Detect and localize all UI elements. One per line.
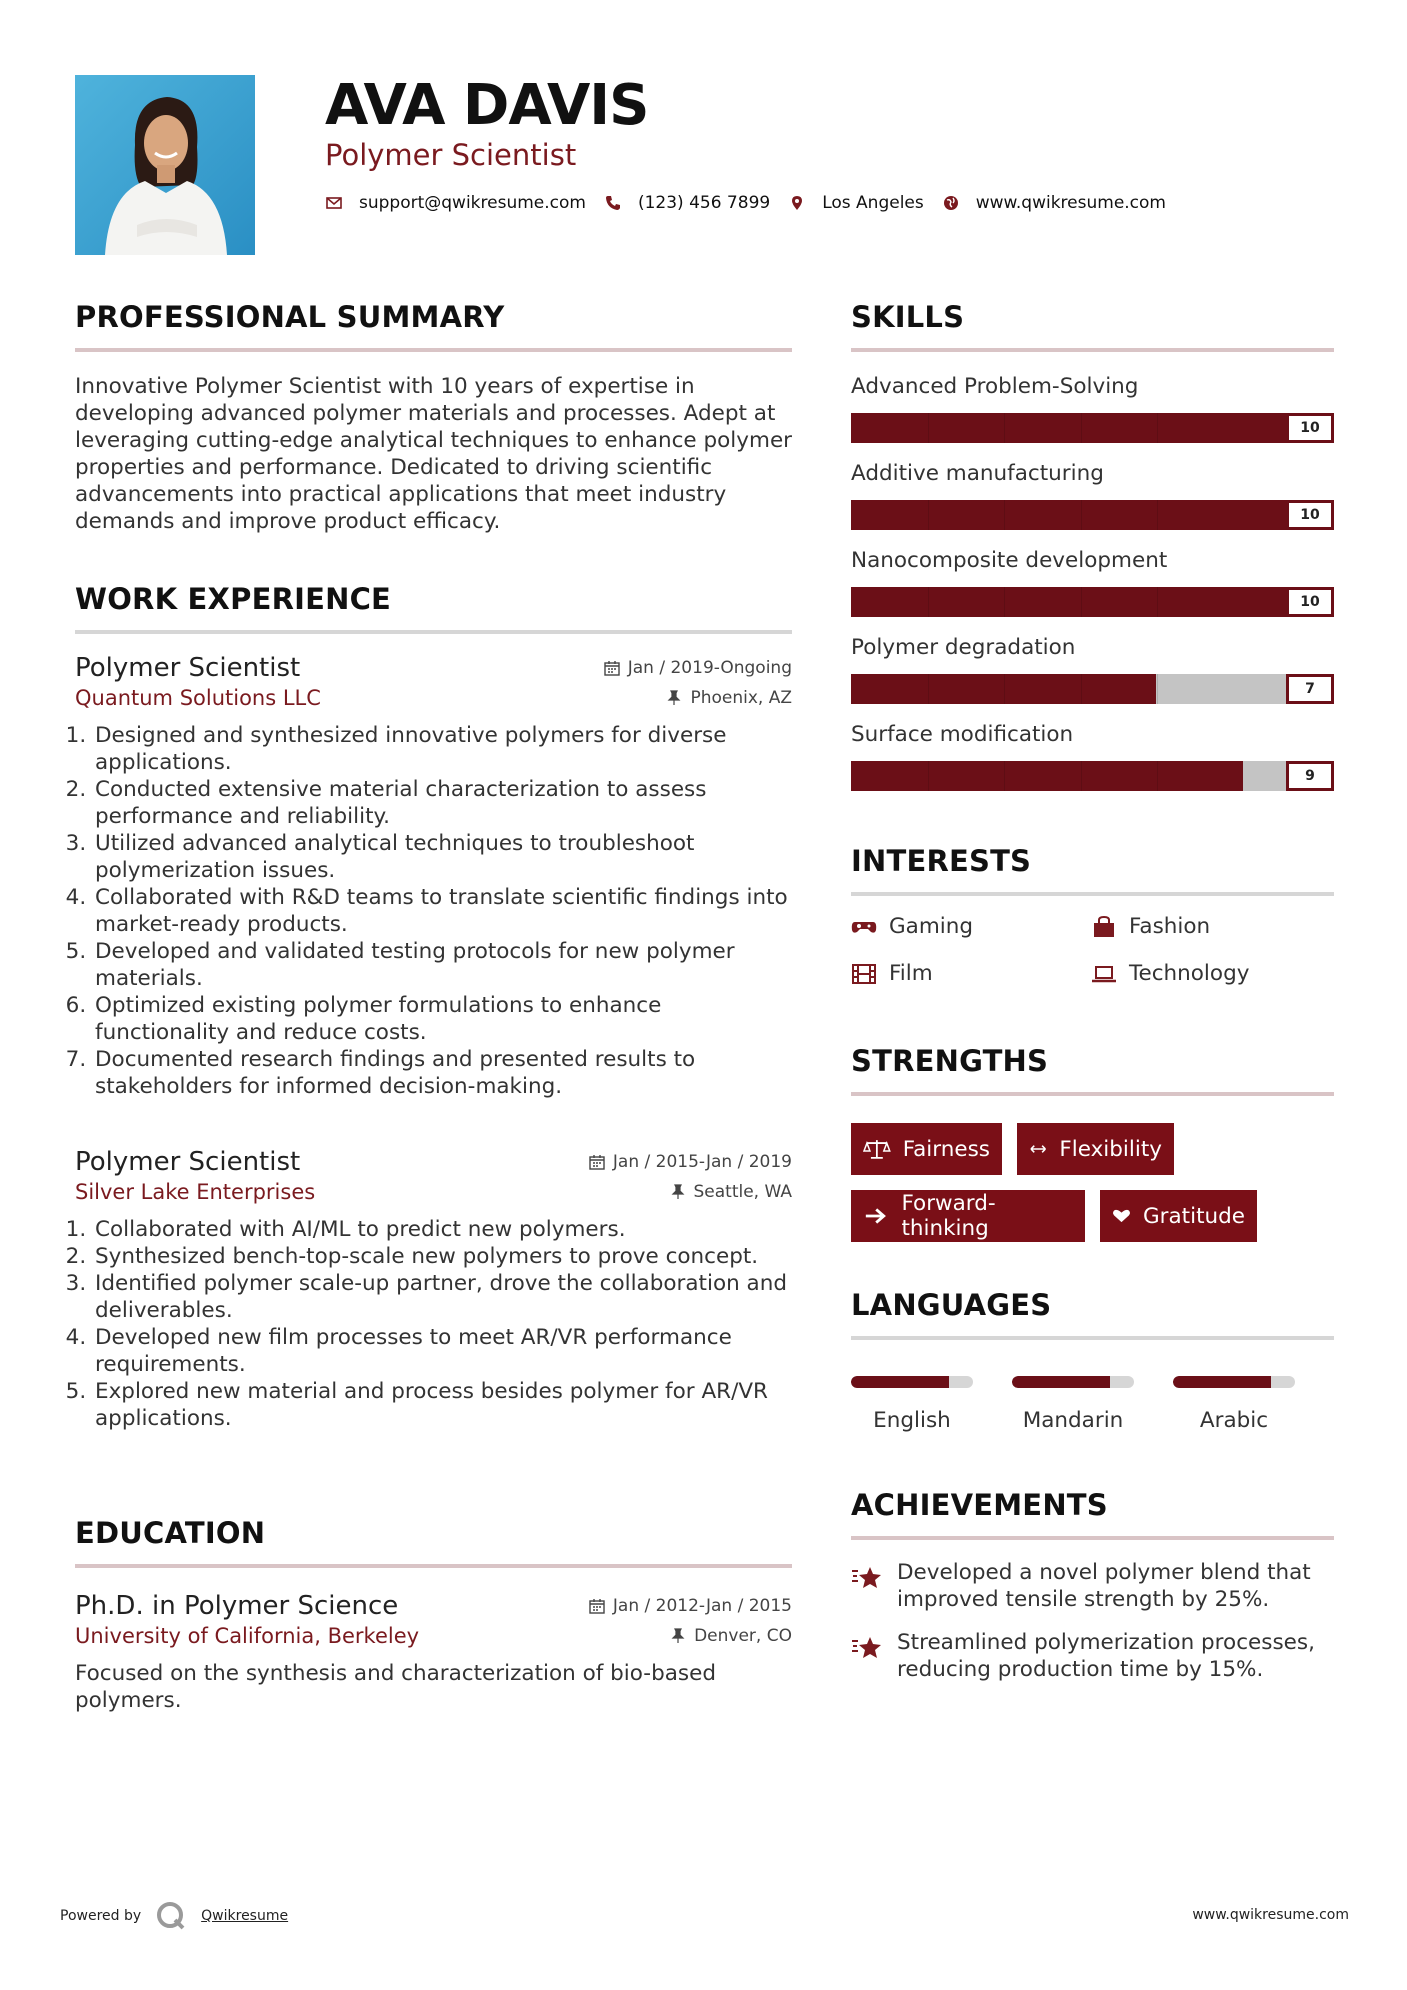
skill-bar [851,500,1334,530]
skill-name: Polymer degradation [851,635,1076,660]
job-company: Silver Lake Enterprises [75,1180,316,1204]
skill-bar-divider [1157,674,1158,704]
job-bullets [75,722,792,1100]
skill-bar [851,587,1334,617]
contact-website[interactable] [942,193,1166,213]
skill-bar-divider [1157,413,1158,443]
skill-bar-divider [1004,500,1005,530]
list-item: 5. Developed and validated testing protocols for new polymer materials. [93,938,792,992]
list-item: 3. Identified polymer scale-up partner, drove the collaboration and deliverables. [93,1270,792,1324]
school: University of California, Berkeley [75,1624,420,1648]
film-icon [851,963,877,985]
job-entry [75,652,792,1100]
phone-icon [604,194,622,212]
skill-item [851,460,1334,530]
section-divider [75,630,792,634]
email-text: support@qwikresume.com [359,193,586,213]
footer-url[interactable]: www.qwikresume.com [1192,1907,1349,1923]
skill-bar-divider [1157,500,1158,530]
job-location: Phoenix, AZ [666,688,792,708]
skill-bar-fill [851,500,1334,530]
job-bullets [75,1216,792,1432]
skill-score: 9 [1286,761,1334,791]
location-text: Los Angeles [822,193,924,213]
education-heading: EDUCATION [75,1516,266,1550]
list-item: 6. Optimized existing polymer formulations to enhance functionality and reduce costs. [93,992,792,1046]
strength-fairness: Fairness [851,1123,1002,1175]
list-item: 2. Synthesized bench-top-scale new polymers to prove concept. [93,1243,792,1270]
language-item [851,1376,973,1433]
skill-bar-divider [928,674,929,704]
job-entry [75,1146,792,1432]
shopping-bag-icon [1091,916,1117,938]
interests-heading: INTERESTS [851,844,1032,878]
language-level-fill [1012,1376,1110,1388]
summary-section [75,300,792,352]
strength-forward-thinking: Forward-thinking [851,1190,1085,1242]
language-item [1173,1376,1295,1433]
skills-section [851,300,1334,352]
section-divider [851,1336,1334,1340]
skill-bar-divider [1004,761,1005,791]
contact-location [788,193,924,213]
pushpin-icon [666,690,682,706]
profile-photo [75,75,255,255]
skill-bar-divider [1081,587,1082,617]
achievement-item: Streamlined polymerization processes, reducing production time by 15%. [851,1629,1334,1683]
qwikresume-logo-icon [155,1900,187,1932]
envelope-icon [325,194,343,212]
list-item: 4. Collaborated with R&D teams to translate scientific findings into market-ready products. [93,884,792,938]
skill-bar-fill [851,413,1334,443]
section-divider [851,1536,1334,1540]
interests-section [851,844,1334,896]
skill-score: 10 [1286,413,1334,443]
candidate-name: AVA DAVIS [325,73,649,138]
strengths-heading: STRENGTHS [851,1044,1049,1078]
footer-powered-by: Powered by Qwikresume [60,1900,288,1932]
education-description: Focused on the synthesis and characterization of bio-based polymers. [75,1661,716,1713]
skill-item [851,547,1334,617]
experience-heading: WORK EXPERIENCE [75,582,392,616]
achievements-section [851,1488,1334,1540]
education-dates: Jan / 2012-Jan / 2015 [589,1596,792,1616]
language-name: Arabic [1199,1408,1269,1433]
section-divider [851,348,1334,352]
interest-fashion: Fashion [1091,914,1210,939]
job-role: Polymer Scientist [75,653,301,683]
skill-bar-divider [1081,500,1082,530]
pushpin-icon [670,1628,686,1644]
languages-section [851,1288,1334,1340]
contact-phone[interactable] [604,193,770,213]
list-item: 4. Developed new film processes to meet AR/VR performance requirements. [93,1324,792,1378]
achievements-heading: ACHIEVEMENTS [851,1488,1108,1522]
arrows-horizontal-icon [1029,1138,1047,1160]
gamepad-icon [851,916,877,938]
star-award-icon [851,1633,883,1661]
heart-icon [1112,1205,1131,1227]
degree: Ph.D. in Polymer Science [75,1591,399,1621]
pushpin-icon [670,1184,686,1200]
skill-item [851,373,1334,443]
list-item: 3. Utilized advanced analytical techniques to troubleshoot polymerization issues. [93,830,792,884]
skill-bar-divider [928,587,929,617]
skill-bar-divider [1004,587,1005,617]
language-level-fill [851,1376,949,1388]
skill-bar-divider [1157,587,1158,617]
calendar-icon [604,660,620,676]
skills-heading: SKILLS [851,300,965,334]
skill-bar-divider [928,761,929,791]
skill-bar-divider [1081,413,1082,443]
interest-gaming: Gaming [851,914,973,939]
map-marker-icon [788,194,806,212]
section-divider [75,348,792,352]
language-level-bar [1173,1376,1295,1388]
skill-score: 10 [1286,500,1334,530]
skill-bar-divider [928,413,929,443]
phone-text: (123) 456 7899 [637,193,771,213]
contact-bar [325,193,1184,213]
skill-name: Advanced Problem-Solving [851,374,1139,399]
strength-gratitude: Gratitude [1100,1190,1257,1242]
experience-section [75,582,792,634]
skill-name: Additive manufacturing [851,461,1104,486]
language-name: Mandarin [1022,1408,1124,1433]
skill-bar-divider [1081,761,1082,791]
skill-name: Nanocomposite development [851,548,1168,573]
list-item: 1. Designed and synthesized innovative polymers for diverse applications. [93,722,792,776]
education-section [75,1516,792,1568]
job-company: Quantum Solutions LLC [75,686,321,710]
language-level-fill [1173,1376,1271,1388]
strength-flexibility: Flexibility [1017,1123,1174,1175]
list-item: 7. Documented research findings and presented results to stakeholders for informed decision-making. [93,1046,792,1100]
list-item: 5. Explored new material and process besides polymer for AR/VR applications. [93,1378,792,1432]
section-divider [851,1092,1334,1096]
brand-link[interactable]: Qwikresume [201,1908,289,1924]
section-divider [851,892,1334,896]
summary-text: Innovative Polymer Scientist with 10 years of expertise in developing advanced polymer materials and processes. Adept at leveraging cutting-edge analytical techniques to enhance polymer properties and performance. Dedicated to driving scientific advancements into practical applications that meet industry demands and improve product efficacy. [75,374,793,534]
skill-score: 7 [1286,674,1334,704]
education-location: Denver, CO [670,1626,792,1646]
globe-icon [942,194,960,212]
achievement-item: Developed a novel polymer blend that improved tensile strength by 25%. [851,1559,1334,1613]
section-divider [75,1564,792,1568]
language-level-bar [1012,1376,1134,1388]
language-name: English [873,1408,951,1433]
skill-bar-divider [1004,674,1005,704]
arrow-right-icon [863,1205,889,1227]
website-text: www.qwikresume.com [975,193,1166,213]
skill-bar [851,674,1334,704]
skill-bar [851,413,1334,443]
job-role: Polymer Scientist [75,1147,301,1177]
skill-bar-divider [1081,674,1082,704]
list-item: 2. Conducted extensive material characterization to assess performance and reliability. [93,776,792,830]
candidate-title: Polymer Scientist [325,138,577,172]
strengths-section [851,1044,1334,1096]
language-level-bar [851,1376,973,1388]
calendar-icon [589,1598,605,1614]
skill-bar-fill [851,587,1334,617]
skill-score: 10 [1286,587,1334,617]
balance-scale-icon [863,1138,891,1160]
skill-item [851,721,1334,791]
star-award-icon [851,1563,883,1591]
laptop-icon [1091,963,1117,985]
language-item [1012,1376,1134,1433]
skill-bar-divider [1004,413,1005,443]
skill-bar-fill [851,761,1243,791]
skill-bar [851,761,1334,791]
skill-bar-divider [1157,761,1158,791]
calendar-icon [589,1154,605,1170]
skill-bar-divider [928,500,929,530]
education-entry [75,1590,792,1714]
contact-email[interactable] [325,193,586,213]
skill-item [851,634,1334,704]
skill-name: Surface modification [851,722,1074,747]
interest-film: Film [851,961,933,986]
interest-technology: Technology [1091,961,1249,986]
summary-heading: PROFESSIONAL SUMMARY [75,300,505,334]
list-item: 1. Collaborated with AI/ML to predict new polymers. [93,1216,792,1243]
job-dates: Jan / 2019-Ongoing [604,658,792,678]
job-dates: Jan / 2015-Jan / 2019 [589,1152,792,1172]
job-location: Seattle, WA [670,1182,793,1202]
languages-heading: LANGUAGES [851,1288,1052,1322]
